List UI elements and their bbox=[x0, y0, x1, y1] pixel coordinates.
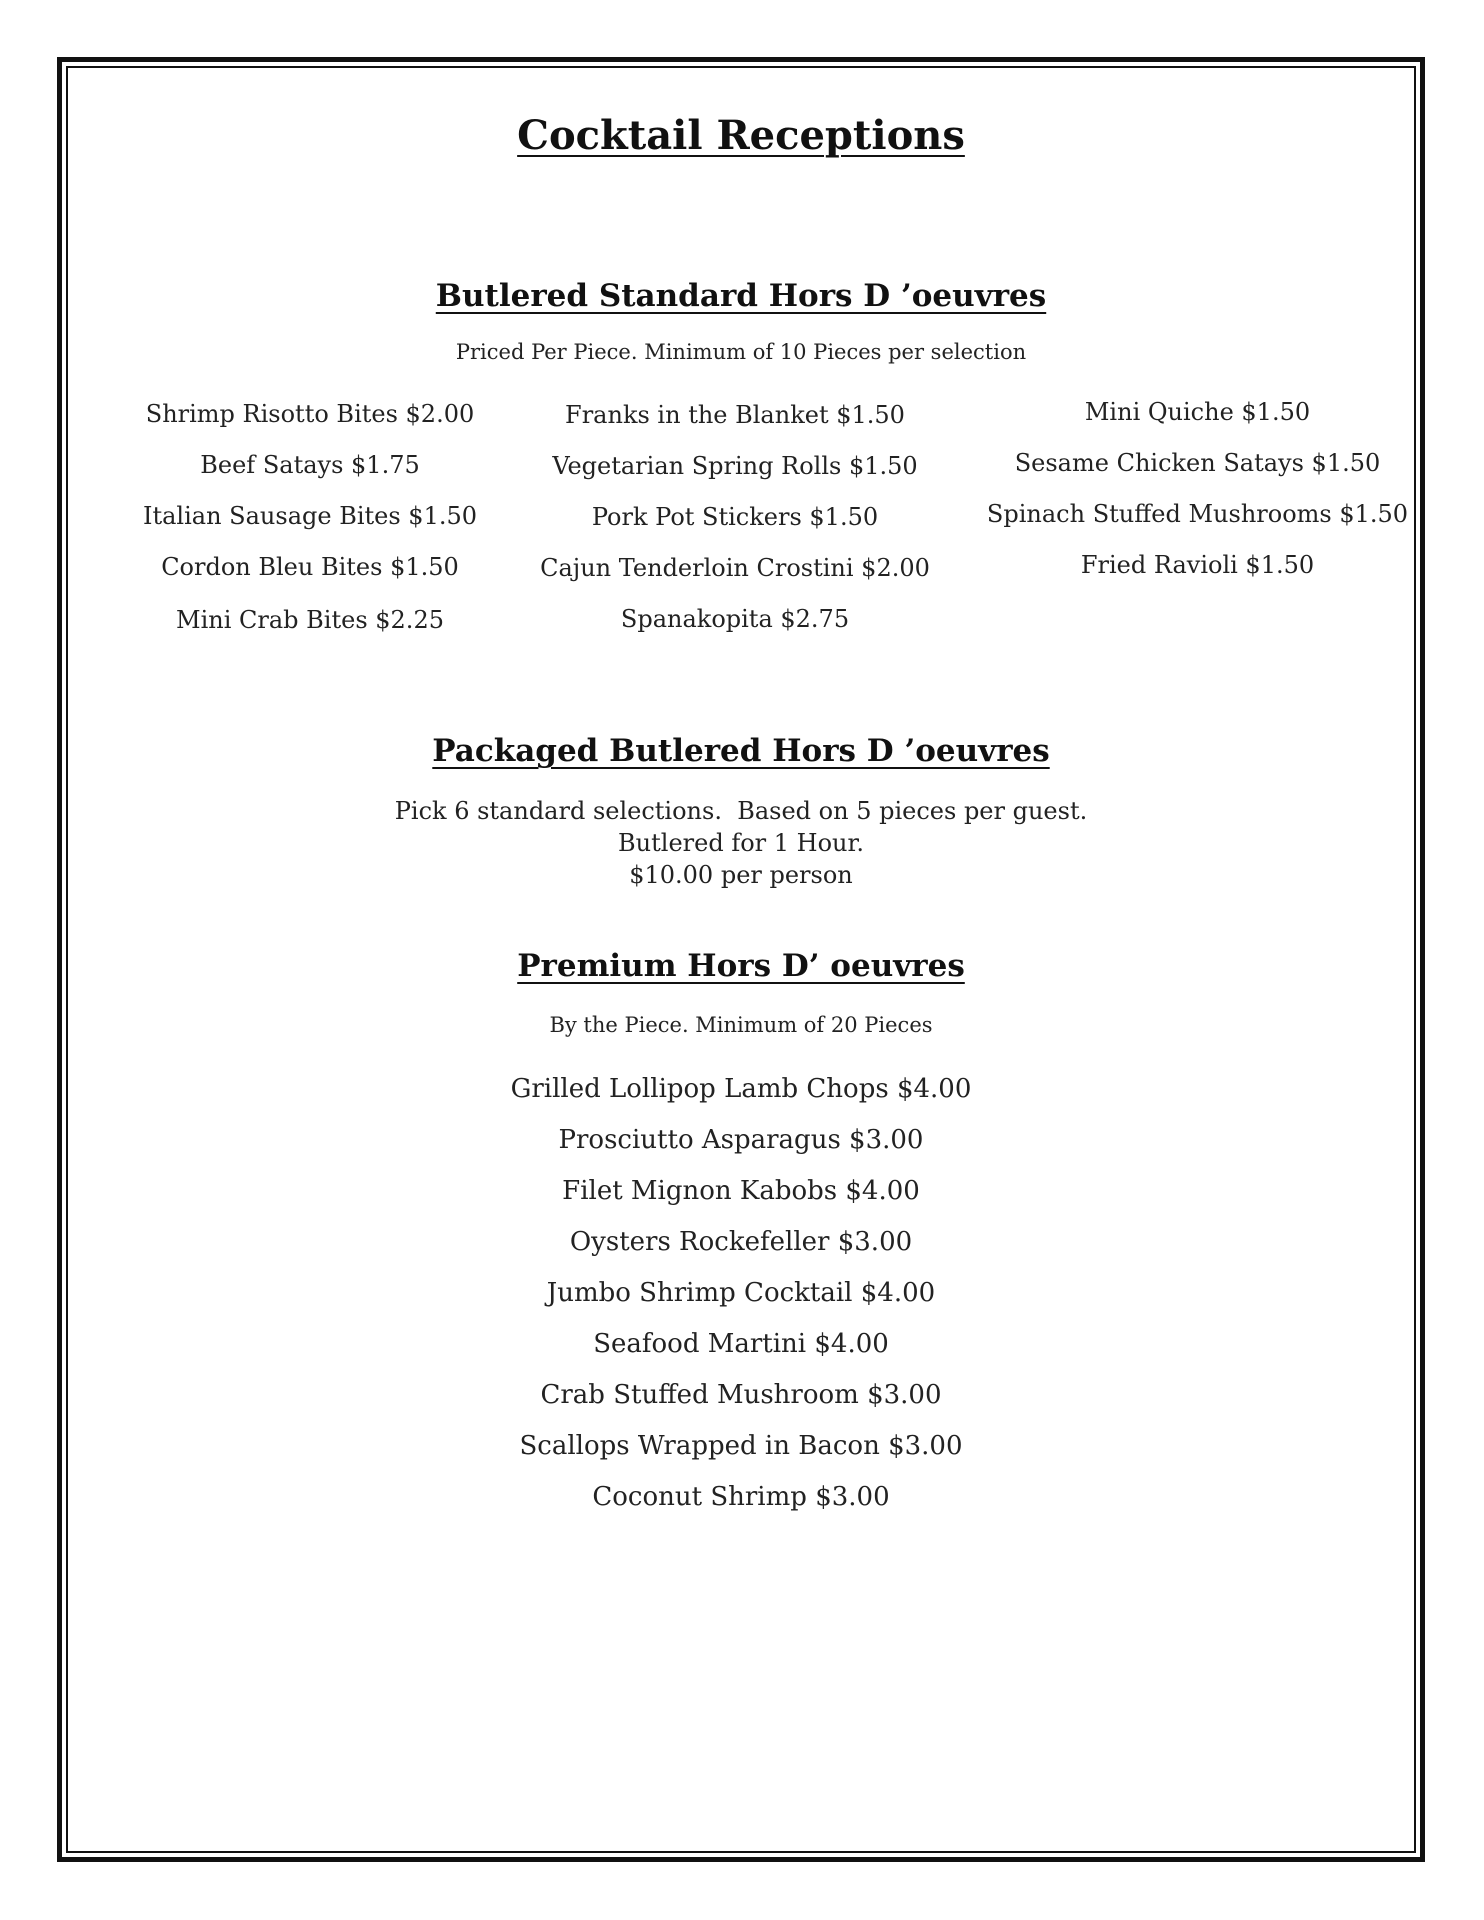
menu-item: Jumbo Shrimp Cocktail $4.00 bbox=[546, 1278, 936, 1308]
menu-item: Scallops Wrapped in Bacon $3.00 bbox=[519, 1431, 963, 1461]
page-title: Cocktail Receptions bbox=[517, 112, 965, 159]
premium-note: By the Piece. Minimum of 20 Pieces bbox=[549, 1013, 933, 1037]
menu-item: Vegetarian Spring Rolls $1.50 bbox=[552, 452, 918, 480]
menu-item: Beef Satays $1.75 bbox=[200, 451, 420, 479]
menu-item: Shrimp Risotto Bites $2.00 bbox=[145, 400, 475, 428]
menu-item: Filet Mignon Kabobs $4.00 bbox=[562, 1176, 920, 1206]
menu-item: Prosciutto Asparagus $3.00 bbox=[558, 1125, 924, 1155]
standard-note: Priced Per Piece. Minimum of 10 Pieces per selection bbox=[455, 340, 1027, 364]
packaged-line: Butlered for 1 Hour. bbox=[618, 829, 864, 857]
menu-item: Mini Quiche $1.50 bbox=[1084, 398, 1311, 426]
menu-item: Seafood Martini $4.00 bbox=[593, 1329, 889, 1359]
menu-item: Mini Crab Bites $2.25 bbox=[176, 606, 444, 634]
menu-item: Oysters Rockefeller $3.00 bbox=[569, 1227, 913, 1257]
menu-item: Italian Sausage Bites $1.50 bbox=[142, 502, 478, 530]
menu-item: Fried Ravioli $1.50 bbox=[1080, 551, 1315, 579]
packaged-details bbox=[66, 795, 1416, 891]
standard-heading: Butlered Standard Hors D ’oeuvres bbox=[435, 278, 1047, 314]
menu-item: Spinach Stuffed Mushrooms $1.50 bbox=[986, 500, 1409, 528]
menu-item: Cordon Bleu Bites $1.50 bbox=[161, 553, 459, 581]
menu-item: Sesame Chicken Satays $1.50 bbox=[1014, 449, 1381, 477]
packaged-price: $10.00 per person bbox=[629, 861, 853, 889]
menu-item: Crab Stuffed Mushroom $3.00 bbox=[540, 1380, 942, 1410]
menu-item: Coconut Shrimp $3.00 bbox=[592, 1482, 890, 1512]
menu-item: Cajun Tenderloin Crostini $2.00 bbox=[540, 554, 930, 582]
packaged-heading: Packaged Butlered Hors D ’oeuvres bbox=[432, 733, 1050, 769]
packaged-line: Pick 6 standard selections. Based on 5 pieces per guest. bbox=[394, 797, 1088, 825]
menu-item: Grilled Lollipop Lamb Chops $4.00 bbox=[510, 1074, 972, 1104]
menu-item: Pork Pot Stickers $1.50 bbox=[591, 503, 879, 531]
menu-item: Spanakopita $2.75 bbox=[620, 605, 850, 633]
menu-item: Franks in the Blanket $1.50 bbox=[565, 401, 905, 429]
premium-heading: Premium Hors D’ oeuvres bbox=[517, 948, 965, 984]
